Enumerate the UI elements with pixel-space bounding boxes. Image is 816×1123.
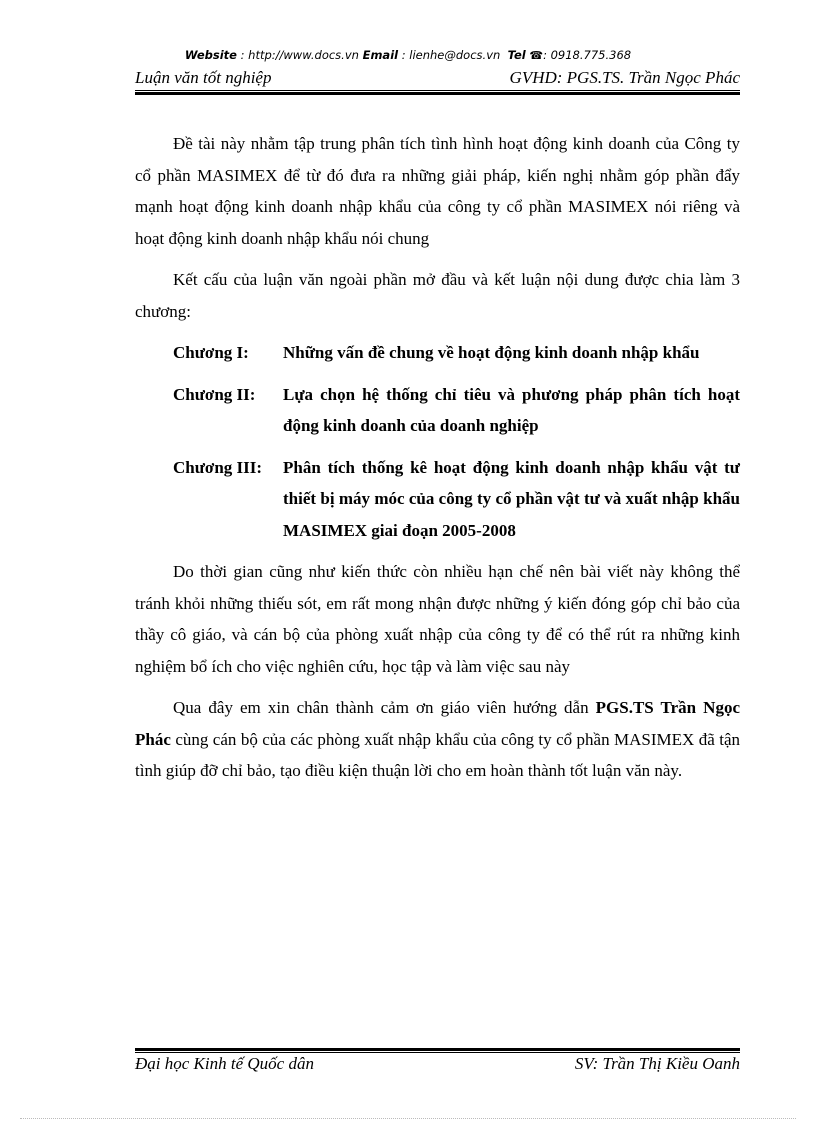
chapter-entry [135, 379, 740, 442]
footer-student: SV: Trần Thị Kiều Oanh [574, 1054, 740, 1073]
header-thesis-label: Luận văn tốt nghiệp [135, 68, 272, 87]
chapter-label: Chương III: [173, 457, 263, 477]
chapter-label: Chương I: [173, 343, 249, 362]
page-header [135, 66, 740, 90]
email-label: Email [362, 48, 399, 62]
header-rule-bottom [135, 92, 740, 95]
footer-rule-bottom [135, 1052, 740, 1053]
ack-text-before: Qua đây em xin chân thành cảm ơn giáo viên hướng dẫn [173, 698, 596, 717]
chapter-entry [135, 337, 740, 369]
chapter-entry [135, 452, 740, 547]
ack-text-after: cùng cán bộ của các phòng xuất nhập khẩu của công ty cổ phần MASIMEX đã tận tình giúp đỡ chỉ bảo, tạo điều kiện thuận lời cho em hoàn thành tốt luận văn này. [135, 729, 740, 780]
footer-university: Đại học Kinh tế Quốc dân [135, 1054, 314, 1073]
paragraph-limitations: Do thời gian cũng như kiến thức còn nhiều hạn chế nên bài viết này không thể tránh khỏi những thiếu sót, em rất mong nhận được những ý kiến đóng góp chỉ bảo của thầy cô giáo, và cán bộ của phòng xuất nhập của công ty để có thể rút ra những kinh nghiệm bổ ích cho việc nghiên cứu, học tập và làm việc sau này [135, 562, 740, 676]
chapter-label: Chương II: [173, 384, 256, 404]
paragraph-acknowledgement [135, 692, 740, 787]
tel-number: : 0918.775.368 [543, 48, 632, 62]
advisor-name: PGS.TS Trần Ngọc Phác [135, 698, 740, 749]
paragraph-structure: Kết cấu của luận văn ngoài phần mở đầu và kết luận nội dung được chia làm 3 chương: [135, 270, 740, 321]
email-sep: : [398, 48, 410, 62]
document-body [135, 128, 740, 797]
chapter-title: Lựa chọn hệ thống chỉ tiêu và phương pháp phân tích hoạt động kinh doanh của doanh nghiệp [283, 384, 740, 435]
website-contact-line [0, 48, 816, 62]
header-rule-top [135, 90, 740, 91]
phone-icon: ☎ [529, 49, 544, 62]
tel-label: Tel [507, 48, 526, 62]
page-footer [135, 1054, 740, 1078]
website-sep: : [236, 48, 249, 62]
header-advisor: GVHD: PGS.TS. Trần Ngọc Phác [509, 68, 740, 87]
email-address[interactable]: lienhe@docs.vn [409, 48, 501, 62]
chapter-title: Những vấn đề chung về hoạt động kinh doanh nhập khẩu [283, 343, 700, 362]
page-edge-line [20, 1118, 796, 1119]
website-label: Website [184, 48, 237, 62]
website-url[interactable]: http://www.docs.vn [248, 48, 359, 62]
chapter-title: Phân tích thống kê hoạt động kinh doanh nhập khẩu vật tư thiết bị máy móc của công ty cổ phần vật tư và xuất nhập khẩu MASIMEX giai đoạn 2005-2008 [283, 457, 740, 540]
paragraph-intro: Đề tài này nhằm tập trung phân tích tình hình hoạt động kinh doanh của Công ty cổ phần MASIMEX để từ đó đưa ra những giải pháp, kiến nghị nhằm góp phần đẩy mạnh hoạt động kinh doanh nhập khẩu của công ty cổ phần MASIMEX nói riêng và hoạt động kinh doanh nhập khẩu nói chung [135, 134, 740, 248]
footer-rule-top [135, 1048, 740, 1051]
